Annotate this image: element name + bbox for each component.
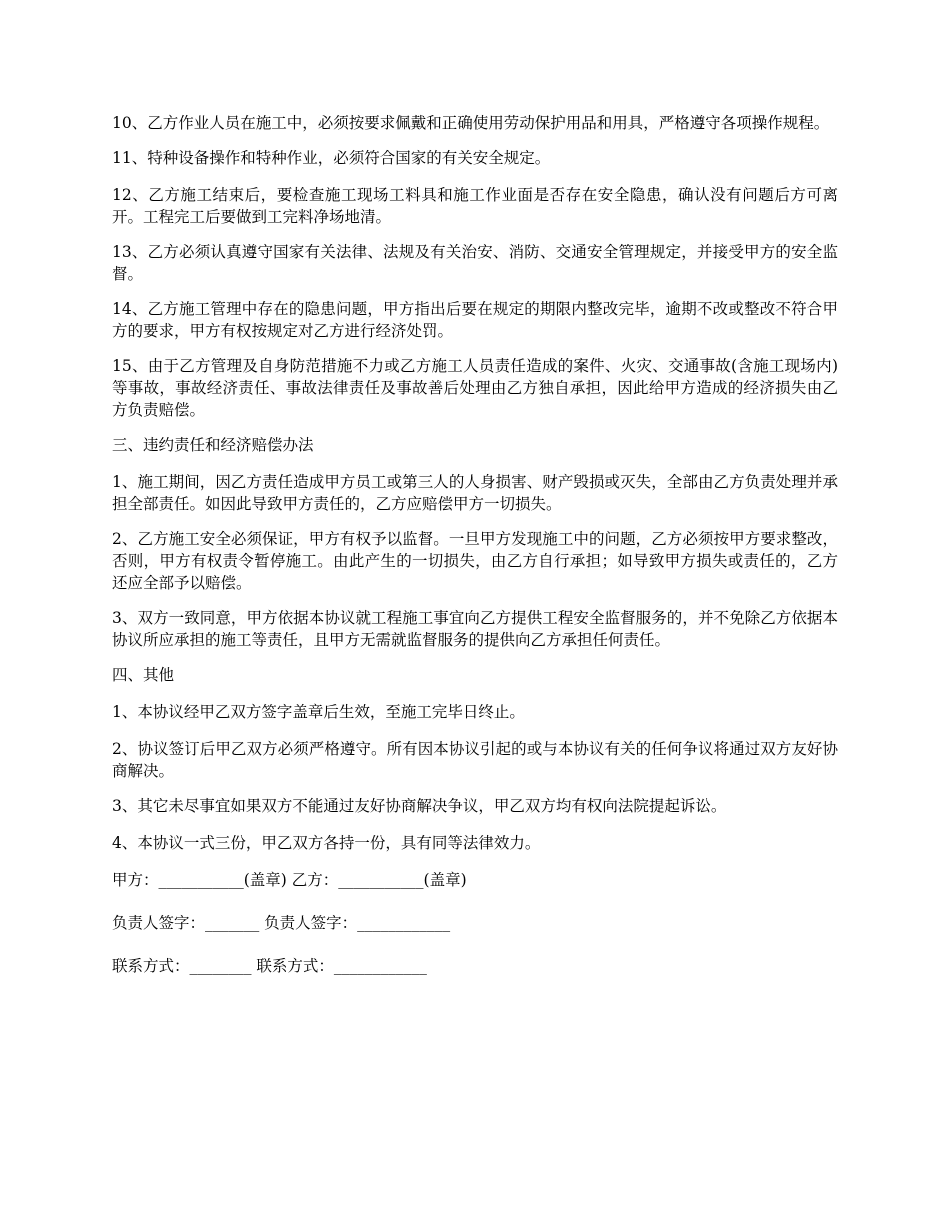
clause-13: 13、乙方必须认真遵守国家有关法律、法规及有关治安、消防、交通安全管理规定，并接受甲方的安全监督。 [112,243,838,283]
clause-15: 15、由于乙方管理及自身防范措施不力或乙方施工人员责任造成的案件、火灾、交通事故(含施工现场内)等事故，事故经济责任、事故法律责任及事故善后处理由乙方独自承担，因此给甲方造成的经济损失由乙方负责赔偿。 [112,357,838,419]
liability-clause-1: 1、施工期间，因乙方责任造成甲方员工或第三人的人身损害、财产毁损或灭失，全部由乙方负责处理并承担全部责任。如因此导致甲方责任的，乙方应赔偿甲方一切损失。 [112,473,838,513]
other-clause-4: 4、本协议一式三份，甲乙双方各持一份，具有同等法律效力。 [112,834,541,852]
clause-12: 12、乙方施工结束后，要检查施工现场工料具和施工作业面是否存在安全隐患，确认没有问题后方可离开。工程完工后要做到工完料净场地清。 [112,186,838,226]
clause-14: 14、乙方施工管理中存在的隐患问题，甲方指出后要在规定的期限内整改完毕，逾期不改或整改不符合甲方的要求，甲方有权按规定对乙方进行经济处罚。 [112,300,838,340]
other-clause-3: 3、其它未尽事宜如果双方不能通过友好协商解决争议，甲乙双方均有权向法院提起诉讼。 [112,797,727,815]
clause-11: 11、特种设备操作和特种作业，必须符合国家的有关安全规定。 [112,149,551,167]
contact-line: 联系方式：________ 联系方式：____________ [112,957,427,975]
liability-clause-2: 2、乙方施工安全必须保证，甲方有权予以监督。一旦甲方发现施工中的问题，乙方必须按甲方要求整改，否则，甲方有权责令暂停施工。由此产生的一切损失，由乙方自行承担；如导致甲方损失或责任的，乙方还应全部予以赔偿。 [112,530,838,592]
other-clause-1: 1、本协议经甲乙双方签字盖章后生效，至施工完毕日终止。 [112,703,525,721]
clause-10: 10、乙方作业人员在施工中，必须按要求佩戴和正确使用劳动保护用品和用具，严格遵守各项操作规程。 [112,114,830,132]
liability-clause-3: 3、双方一致同意，甲方依据本协议就工程施工事宜向乙方提供工程安全监督服务的，并不免除乙方依据本协议所应承担的施工等责任，且甲方无需就监督服务的提供向乙方承担任何责任。 [112,609,838,649]
party-signature-line: 甲方：___________(盖章) 乙方：___________(盖章) [112,871,467,889]
other-clause-2: 2、协议签订后甲乙双方必须严格遵守。所有因本协议引起的或与本协议有关的任何争议将通过双方友好协商解决。 [112,740,838,780]
section-heading-liability: 三、违约责任和经济赔偿办法 [112,436,314,454]
section-heading-other: 四、其他 [112,666,175,684]
signer-signature-line: 负责人签字：_______ 负责人签字：____________ [112,914,451,932]
